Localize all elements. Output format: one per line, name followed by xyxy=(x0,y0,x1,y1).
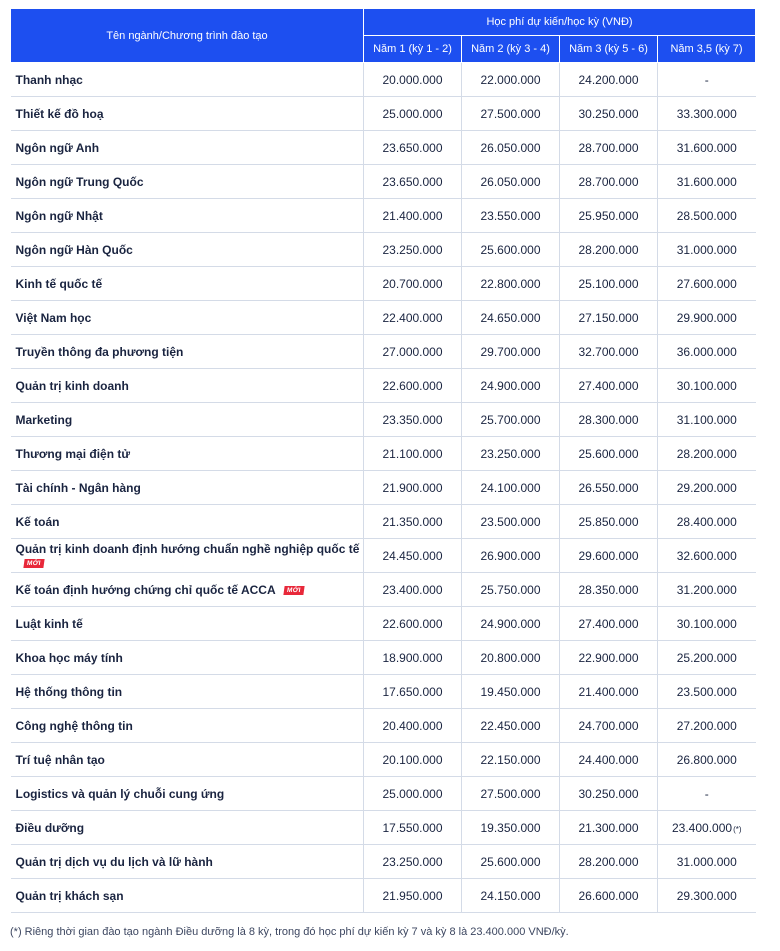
fee-value: 25.850.000 xyxy=(578,514,639,529)
fee-value: 25.700.000 xyxy=(480,412,541,427)
program-name: Quản trị kinh doanh xyxy=(15,378,129,393)
fee-cell xyxy=(462,505,560,539)
fee-value: 22.600.000 xyxy=(382,616,443,631)
fee-cell xyxy=(658,709,756,743)
program-name: Luật kinh tế xyxy=(15,616,83,631)
fee-cell xyxy=(462,267,560,301)
fee-cell xyxy=(658,403,756,437)
table-row xyxy=(11,743,756,777)
year-2-header: Năm 2 (kỳ 3 - 4) xyxy=(462,36,560,63)
table-row xyxy=(11,403,756,437)
fee-cell xyxy=(560,267,658,301)
fee-cell xyxy=(658,675,756,709)
fee-value: 20.700.000 xyxy=(382,276,443,291)
fee-cell xyxy=(658,335,756,369)
fee-cell xyxy=(364,607,462,641)
fee-value: 19.350.000 xyxy=(480,820,541,835)
program-name: Truyền thông đa phương tiện xyxy=(15,344,184,359)
fee-cell xyxy=(658,437,756,471)
fee-cell xyxy=(462,403,560,437)
fee-value: 31.000.000 xyxy=(676,242,737,257)
fee-cell xyxy=(560,165,658,199)
fee-cell xyxy=(364,675,462,709)
fee-cell xyxy=(560,743,658,777)
fee-cell xyxy=(658,573,756,607)
program-name-cell xyxy=(11,573,364,607)
fee-value: 26.050.000 xyxy=(480,174,541,189)
fee-cell xyxy=(462,607,560,641)
fee-value: 29.200.000 xyxy=(676,480,737,495)
fee-cell xyxy=(462,131,560,165)
table-row xyxy=(11,675,756,709)
fee-cell xyxy=(658,845,756,879)
fee-cell xyxy=(462,63,560,97)
fee-value: 31.600.000 xyxy=(676,140,737,155)
program-name-cell xyxy=(11,777,364,811)
fee-cell xyxy=(364,573,462,607)
program-name-cell xyxy=(11,607,364,641)
table-row xyxy=(11,879,756,913)
fee-value: 30.250.000 xyxy=(578,106,639,121)
fee-value: 18.900.000 xyxy=(382,650,443,665)
year-1-header: Năm 1 (kỳ 1 - 2) xyxy=(364,36,462,63)
program-column-header: Tên ngành/Chương trình đào tạo xyxy=(11,9,364,63)
fee-cell xyxy=(560,471,658,505)
fee-value: 25.200.000 xyxy=(676,650,737,665)
fee-value: 25.600.000 xyxy=(480,242,541,257)
fee-value: 28.200.000 xyxy=(578,854,639,869)
program-name: Tài chính - Ngân hàng xyxy=(15,480,141,495)
fee-cell xyxy=(364,369,462,403)
fee-cell xyxy=(560,845,658,879)
fee-value: 27.200.000 xyxy=(676,718,737,733)
fee-cell xyxy=(364,403,462,437)
program-name: Kế toán định hướng chứng chỉ quốc tế ACCA xyxy=(15,582,276,597)
fee-cell xyxy=(364,199,462,233)
table-row xyxy=(11,573,756,607)
fee-value: 23.500.000 xyxy=(480,514,541,529)
fee-value: 26.550.000 xyxy=(578,480,639,495)
program-name-cell xyxy=(11,97,364,131)
fee-value: 28.350.000 xyxy=(578,582,639,597)
fee-cell xyxy=(658,811,756,845)
program-name: Thiết kế đồ hoạ xyxy=(15,106,104,121)
fee-cell xyxy=(462,471,560,505)
program-name: Quản trị khách sạn xyxy=(15,888,124,903)
table-body xyxy=(11,63,756,913)
fee-value: 29.300.000 xyxy=(676,888,737,903)
fee-cell xyxy=(364,301,462,335)
table-row xyxy=(11,505,756,539)
table-row xyxy=(11,607,756,641)
fee-value: 22.450.000 xyxy=(480,718,541,733)
fee-cell xyxy=(560,335,658,369)
program-name: Ngôn ngữ Anh xyxy=(15,140,100,155)
fee-value: 17.550.000 xyxy=(382,820,443,835)
fee-value: 25.100.000 xyxy=(578,276,639,291)
table-row xyxy=(11,811,756,845)
new-badge: MỚI xyxy=(283,586,304,595)
fee-value: 23.550.000 xyxy=(480,208,541,223)
fee-value: 24.650.000 xyxy=(480,310,541,325)
program-name-cell xyxy=(11,471,364,505)
table-header xyxy=(11,9,756,63)
fee-value: 22.900.000 xyxy=(578,650,639,665)
fee-cell xyxy=(462,573,560,607)
fee-cell xyxy=(462,743,560,777)
fee-value: 23.650.000 xyxy=(382,140,443,155)
fee-value: 23.400.000 xyxy=(382,582,443,597)
fee-cell xyxy=(462,641,560,675)
program-name: Việt Nam học xyxy=(15,310,92,325)
fee-cell xyxy=(560,233,658,267)
fee-value: 24.900.000 xyxy=(480,378,541,393)
program-name-cell xyxy=(11,743,364,777)
fee-cell xyxy=(462,845,560,879)
program-name: Công nghệ thông tin xyxy=(15,718,133,733)
fee-value: 28.500.000 xyxy=(676,208,737,223)
table-row xyxy=(11,641,756,675)
fee-cell xyxy=(658,879,756,913)
program-name-cell xyxy=(11,811,364,845)
footnote-marker: (*) xyxy=(733,824,742,834)
program-name-cell xyxy=(11,505,364,539)
program-name: Ngôn ngữ Trung Quốc xyxy=(15,174,144,189)
fee-cell xyxy=(560,539,658,573)
fee-value: 21.900.000 xyxy=(382,480,443,495)
program-name-cell xyxy=(11,63,364,97)
fee-cell xyxy=(560,403,658,437)
program-name: Kế toán xyxy=(15,514,60,529)
fee-value: 29.600.000 xyxy=(578,548,639,563)
fee-cell xyxy=(462,165,560,199)
fee-group-header: Học phí dự kiến/học kỳ (VNĐ) xyxy=(364,9,756,36)
fee-value: 31.000.000 xyxy=(676,854,737,869)
fee-value: 24.150.000 xyxy=(480,888,541,903)
fee-cell xyxy=(462,777,560,811)
table-row xyxy=(11,233,756,267)
fee-cell xyxy=(462,301,560,335)
fee-value: 28.200.000 xyxy=(578,242,639,257)
fee-value: 29.900.000 xyxy=(676,310,737,325)
fee-value: 22.600.000 xyxy=(382,378,443,393)
program-name-cell xyxy=(11,403,364,437)
fee-cell xyxy=(364,811,462,845)
program-name-cell xyxy=(11,845,364,879)
fee-value: 20.800.000 xyxy=(480,650,541,665)
program-name-cell xyxy=(11,641,364,675)
fee-cell xyxy=(560,505,658,539)
fee-value: 22.150.000 xyxy=(480,752,541,767)
fee-value: 28.400.000 xyxy=(676,514,737,529)
program-name-cell xyxy=(11,369,364,403)
fee-cell xyxy=(560,607,658,641)
tuition-table xyxy=(10,8,756,913)
new-badge: MỚI xyxy=(23,559,44,568)
fee-cell xyxy=(658,607,756,641)
fee-cell xyxy=(462,335,560,369)
table-row xyxy=(11,199,756,233)
table-row xyxy=(11,539,756,573)
fee-cell xyxy=(560,641,658,675)
fee-value: 21.350.000 xyxy=(382,514,443,529)
program-name: Kinh tế quốc tế xyxy=(15,276,103,291)
fee-value: 32.600.000 xyxy=(676,548,737,563)
fee-cell xyxy=(560,97,658,131)
table-row xyxy=(11,301,756,335)
tuition-table-container xyxy=(10,8,755,913)
fee-cell xyxy=(364,777,462,811)
fee-value: 31.600.000 xyxy=(676,174,737,189)
program-name: Quản trị dịch vụ du lịch và lữ hành xyxy=(15,854,213,869)
program-name: Marketing xyxy=(15,412,73,427)
table-row xyxy=(11,131,756,165)
fee-cell xyxy=(658,539,756,573)
program-name-cell xyxy=(11,233,364,267)
fee-value: 24.200.000 xyxy=(578,72,639,87)
fee-value: 30.250.000 xyxy=(578,786,639,801)
program-name: Ngôn ngữ Hàn Quốc xyxy=(15,242,133,257)
fee-cell xyxy=(658,199,756,233)
fee-cell xyxy=(560,777,658,811)
fee-cell xyxy=(364,879,462,913)
fee-value: 36.000.000 xyxy=(676,344,737,359)
fee-cell xyxy=(560,709,658,743)
program-name: Ngôn ngữ Nhật xyxy=(15,208,103,223)
fee-value: 27.400.000 xyxy=(578,378,639,393)
fee-cell xyxy=(560,301,658,335)
fee-cell xyxy=(560,811,658,845)
fee-value: 29.700.000 xyxy=(480,344,541,359)
fee-cell xyxy=(462,709,560,743)
fee-value: 27.150.000 xyxy=(578,310,639,325)
program-name-cell xyxy=(11,437,364,471)
table-row xyxy=(11,97,756,131)
fee-cell xyxy=(658,301,756,335)
fee-cell xyxy=(364,539,462,573)
fee-cell xyxy=(462,811,560,845)
fee-cell xyxy=(560,199,658,233)
fee-value: 28.300.000 xyxy=(578,412,639,427)
program-name: Khoa học máy tính xyxy=(15,650,123,665)
fee-cell xyxy=(560,573,658,607)
fee-value: 26.900.000 xyxy=(480,548,541,563)
fee-value: 21.100.000 xyxy=(382,446,443,461)
fee-value: 24.400.000 xyxy=(578,752,639,767)
table-row xyxy=(11,777,756,811)
fee-value: 23.250.000 xyxy=(480,446,541,461)
fee-value: 28.200.000 xyxy=(676,446,737,461)
program-name-cell xyxy=(11,709,364,743)
program-name: Quản trị kinh doanh định hướng chuẩn nghề nghiệp quốc tế xyxy=(15,541,360,556)
program-name-cell xyxy=(11,131,364,165)
fee-cell xyxy=(364,233,462,267)
fee-value: 17.650.000 xyxy=(382,684,443,699)
fee-cell xyxy=(658,63,756,97)
fee-value: 25.000.000 xyxy=(382,106,443,121)
fee-value: 30.100.000 xyxy=(676,378,737,393)
footnote: (*) Riêng thời gian đào tạo ngành Điều dưỡng là 8 kỳ, trong đó học phí dự kiến kỳ 7 và kỳ 8 là 23.400.000 VNĐ/kỳ. xyxy=(10,926,569,938)
fee-cell xyxy=(364,471,462,505)
fee-value: 23.250.000 xyxy=(382,854,443,869)
fee-value: 19.450.000 xyxy=(480,684,541,699)
fee-value: 27.500.000 xyxy=(480,786,541,801)
fee-cell xyxy=(364,267,462,301)
fee-value: 22.800.000 xyxy=(480,276,541,291)
fee-value: 30.100.000 xyxy=(676,616,737,631)
fee-cell xyxy=(658,267,756,301)
fee-value: 24.900.000 xyxy=(480,616,541,631)
fee-value: 32.700.000 xyxy=(578,344,639,359)
fee-cell xyxy=(462,233,560,267)
fee-value: 27.000.000 xyxy=(382,344,443,359)
fee-cell xyxy=(462,879,560,913)
fee-value: 28.700.000 xyxy=(578,140,639,155)
fee-cell xyxy=(364,743,462,777)
fee-value: 31.200.000 xyxy=(676,582,737,597)
program-name-cell xyxy=(11,199,364,233)
fee-value: 24.700.000 xyxy=(578,718,639,733)
fee-value: 23.250.000 xyxy=(382,242,443,257)
fee-value: 25.000.000 xyxy=(382,786,443,801)
program-name: Thương mại điện tử xyxy=(15,446,131,461)
table-row xyxy=(11,63,756,97)
table-row xyxy=(11,369,756,403)
fee-value: 20.400.000 xyxy=(382,718,443,733)
fee-value: 21.950.000 xyxy=(382,888,443,903)
fee-value: 25.600.000 xyxy=(480,854,541,869)
fee-cell xyxy=(560,369,658,403)
fee-cell xyxy=(658,369,756,403)
program-name-cell xyxy=(11,267,364,301)
fee-cell xyxy=(364,505,462,539)
table-row xyxy=(11,471,756,505)
fee-value: 23.650.000 xyxy=(382,174,443,189)
fee-cell xyxy=(462,675,560,709)
fee-value: 21.400.000 xyxy=(578,684,639,699)
program-name-cell xyxy=(11,675,364,709)
year-3-header: Năm 3 (kỳ 5 - 6) xyxy=(560,36,658,63)
fee-value: 26.800.000 xyxy=(676,752,737,767)
fee-value: 23.400.000 xyxy=(672,820,733,835)
fee-cell xyxy=(364,97,462,131)
fee-cell xyxy=(462,199,560,233)
table-row xyxy=(11,267,756,301)
fee-value: 24.100.000 xyxy=(480,480,541,495)
table-row xyxy=(11,335,756,369)
fee-cell xyxy=(658,233,756,267)
fee-cell xyxy=(364,335,462,369)
fee-cell xyxy=(560,63,658,97)
fee-value: - xyxy=(704,786,709,801)
fee-cell xyxy=(462,97,560,131)
fee-value: 22.000.000 xyxy=(480,72,541,87)
table-row xyxy=(11,437,756,471)
fee-value: - xyxy=(704,72,709,87)
fee-cell xyxy=(658,743,756,777)
fee-value: 20.100.000 xyxy=(382,752,443,767)
fee-cell xyxy=(658,97,756,131)
fee-value: 23.500.000 xyxy=(676,684,737,699)
fee-cell xyxy=(462,539,560,573)
fee-cell xyxy=(364,709,462,743)
program-name-cell xyxy=(11,879,364,913)
program-name-cell xyxy=(11,539,364,573)
fee-cell xyxy=(364,641,462,675)
fee-cell xyxy=(364,165,462,199)
fee-cell xyxy=(560,879,658,913)
fee-value: 20.000.000 xyxy=(382,72,443,87)
fee-value: 27.400.000 xyxy=(578,616,639,631)
fee-value: 25.750.000 xyxy=(480,582,541,597)
program-name: Trí tuệ nhân tạo xyxy=(15,752,105,767)
fee-cell xyxy=(560,131,658,165)
fee-cell xyxy=(364,131,462,165)
fee-cell xyxy=(658,471,756,505)
fee-value: 25.950.000 xyxy=(578,208,639,223)
fee-value: 26.600.000 xyxy=(578,888,639,903)
fee-cell xyxy=(658,505,756,539)
year-3-5-header: Năm 3,5 (kỳ 7) xyxy=(658,36,756,63)
fee-cell xyxy=(658,131,756,165)
fee-value: 31.100.000 xyxy=(676,412,737,427)
fee-cell xyxy=(462,437,560,471)
fee-value: 28.700.000 xyxy=(578,174,639,189)
fee-cell xyxy=(462,369,560,403)
fee-value: 22.400.000 xyxy=(382,310,443,325)
program-name: Logistics và quản lý chuỗi cung ứng xyxy=(15,786,225,801)
fee-value: 27.500.000 xyxy=(480,106,541,121)
fee-value: 21.400.000 xyxy=(382,208,443,223)
fee-cell xyxy=(364,63,462,97)
fee-value: 25.600.000 xyxy=(578,446,639,461)
fee-value: 23.350.000 xyxy=(382,412,443,427)
fee-value: 24.450.000 xyxy=(382,548,443,563)
program-name-cell xyxy=(11,335,364,369)
program-name-cell xyxy=(11,165,364,199)
program-name-cell xyxy=(11,301,364,335)
program-name: Điều dưỡng xyxy=(15,820,85,835)
fee-cell xyxy=(364,437,462,471)
table-row xyxy=(11,165,756,199)
fee-cell xyxy=(658,777,756,811)
program-name: Thanh nhạc xyxy=(15,72,83,87)
fee-cell xyxy=(560,675,658,709)
table-row xyxy=(11,845,756,879)
fee-value: 33.300.000 xyxy=(676,106,737,121)
fee-cell xyxy=(658,165,756,199)
fee-value: 26.050.000 xyxy=(480,140,541,155)
fee-cell xyxy=(560,437,658,471)
program-name: Hệ thống thông tin xyxy=(15,684,123,699)
fee-cell xyxy=(364,845,462,879)
fee-cell xyxy=(658,641,756,675)
fee-value: 27.600.000 xyxy=(676,276,737,291)
table-row xyxy=(11,709,756,743)
fee-value: 21.300.000 xyxy=(578,820,639,835)
